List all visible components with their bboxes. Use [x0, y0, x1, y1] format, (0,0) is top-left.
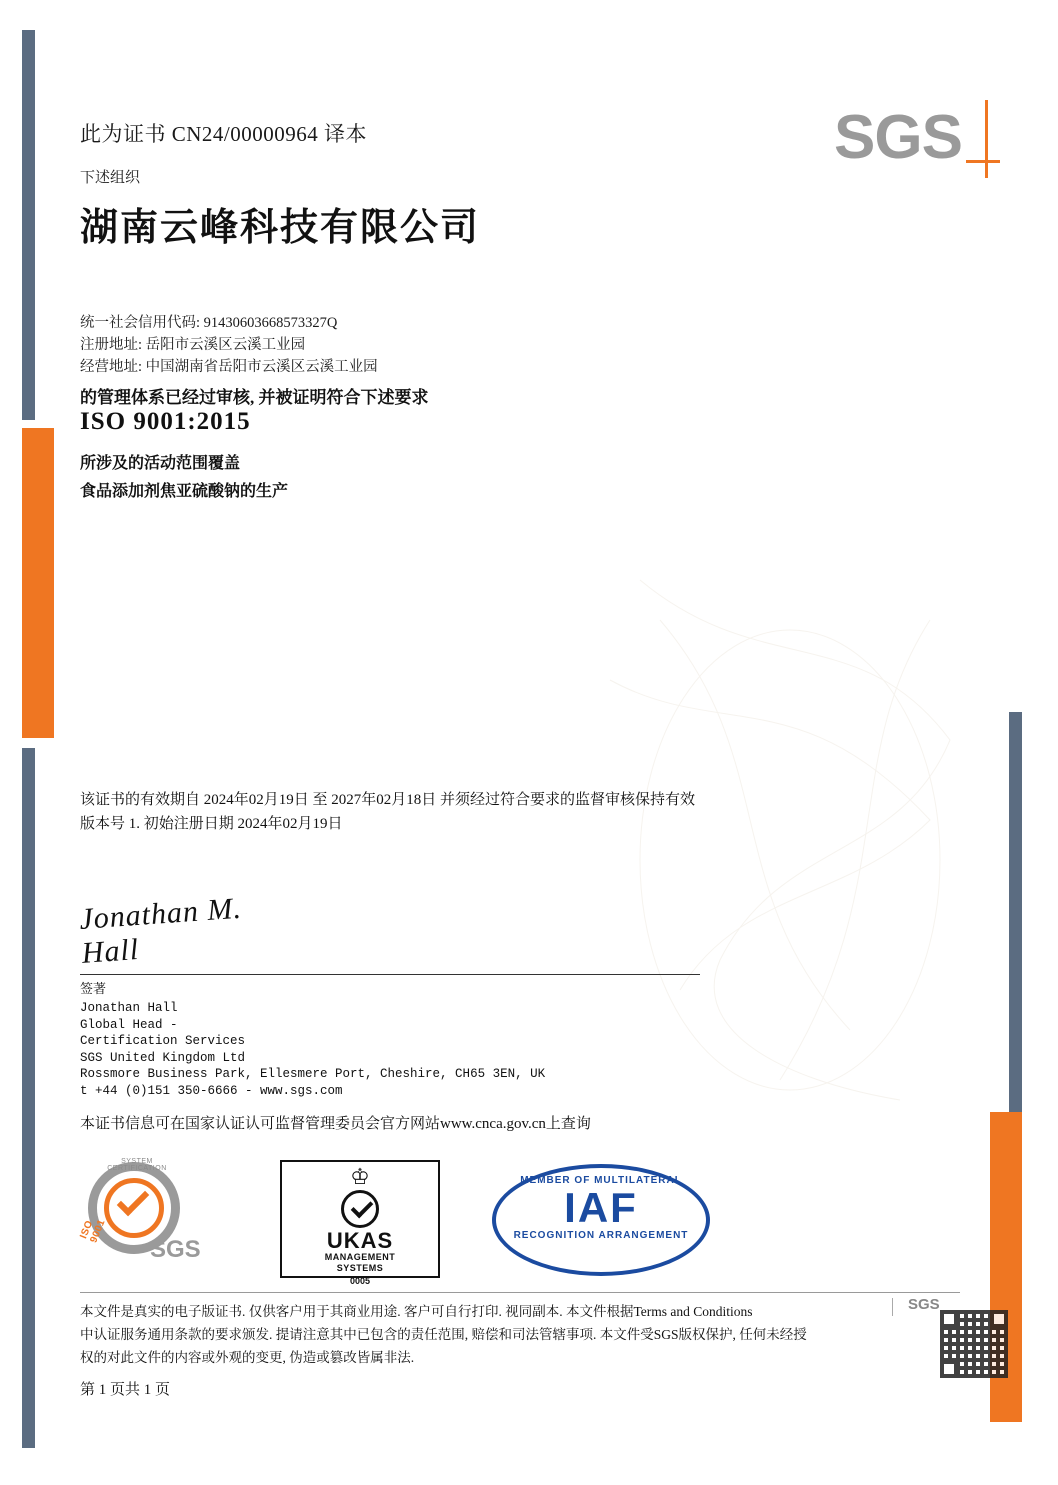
footer-line1-a: 本文件是真实的电子版证书. 仅供客户用于其商业用途. 客户可自行打印. 视同副本. 本文件根据 [80, 1304, 634, 1319]
decorative-bar-left-orange [22, 428, 54, 738]
checkmark-icon [351, 1196, 374, 1219]
standard-name: ISO 9001:2015 [80, 408, 251, 435]
company-name: 湖南云峰科技有限公司 [80, 207, 481, 249]
credit-code-line: 统一社会信用代码: 91430603668573327Q [80, 315, 338, 331]
signatory-address: Rossmore Business Park, Ellesmere Port, Cheshire, CH65 3EN, UK [80, 1067, 546, 1081]
decorative-bar-right-blue [1009, 712, 1022, 1112]
footer-divider [80, 1292, 960, 1293]
ukas-mark-word: UKAS [326, 1228, 394, 1253]
crown-icon: ♔ [350, 1164, 370, 1189]
qr-code[interactable] [940, 1310, 1008, 1378]
sgs-logo-text: SGS [834, 103, 962, 172]
sgs-logo-rule-horizontal [966, 160, 1000, 163]
organization-details [80, 312, 378, 378]
sgs-mark-word: SGS [150, 1236, 201, 1263]
iaf-mark-bottom-text: RECOGNITION ARRANGEMENT [513, 1230, 689, 1241]
decorative-bar-left-blue-bottom [22, 748, 35, 1448]
signatory-name: Jonathan Hall [80, 1001, 178, 1015]
version-line: 版本号 1. 初始注册日期 2024年02月19日 [80, 816, 343, 832]
operating-address-line: 经营地址: 中国湖南省岳阳市云溪区云溪工业园 [80, 359, 378, 375]
signatory-details [80, 1000, 545, 1099]
footer-sgs-mark: SGS [908, 1296, 940, 1313]
conformity-statement: 的管理体系已经过审核, 并被证明符合下述要求 [80, 388, 429, 407]
signature-rule [80, 974, 700, 975]
qr-corner-top-left [940, 1310, 958, 1328]
sgs-mark-iso-text: ISO 9001 [78, 1217, 108, 1245]
footer-terms-link[interactable]: Terms and Conditions [633, 1304, 753, 1319]
cnca-verification-note: 本证书信息可在国家认证认可监督管理委员会官方网站www.cnca.gov.cn上查询 [80, 1116, 591, 1132]
signatory-title-line2: Certification Services [80, 1034, 246, 1048]
iaf-mark-word: IAF [564, 1184, 638, 1231]
ukas-mark-subtitle-line1: MANAGEMENT [324, 1252, 396, 1262]
footer-line2: 中认证服务通用条款的要求颁发. 提请注意其中已包含的责任范围, 赔偿和司法管辖事项. 本文件受SGS版权保护, 任何未经授 [80, 1327, 807, 1342]
organization-label: 下述组织 [80, 170, 141, 186]
signature-mark: Jonathan M. Hall [78, 891, 243, 970]
decorative-bar-left-blue-top [22, 30, 35, 420]
registered-address-line: 注册地址: 岳阳市云溪区云溪工业园 [80, 337, 306, 353]
signatory-title-line1: Global Head - [80, 1017, 178, 1032]
footer-line3: 权的对此文件的内容或外观的变更, 伪造或篡改皆属非法. [80, 1350, 415, 1365]
footer-sgs-divider [892, 1298, 893, 1316]
signatory-contact: t +44 (0)151 350-6666 - www.sgs.com [80, 1083, 343, 1098]
ukas-mark-number: 0005 [349, 1276, 371, 1286]
ukas-mark-circle [341, 1190, 379, 1228]
sgs-system-certification-mark [80, 1160, 220, 1275]
validity-line: 该证书的有效期自 2024年02月19日 至 2027年02月18日 并须经过符合要求的监督审核保持有效 [80, 792, 696, 808]
validity-block [80, 788, 695, 836]
page-number: 第 1 页共 1 页 [80, 1382, 171, 1398]
scope-label: 所涉及的活动范围覆盖 [80, 455, 241, 472]
sgs-logo-rule-vertical [985, 100, 988, 178]
qr-corner-top-right [990, 1310, 1008, 1328]
iaf-mark-top-text: MEMBER OF MULTILATERAL [520, 1175, 682, 1186]
security-watermark [600, 560, 980, 1120]
sgs-logo [808, 98, 988, 178]
iaf-membership-mark [492, 1164, 710, 1276]
translation-notice: 此为证书 CN24/00000964 译本 [80, 122, 368, 146]
accreditation-marks [78, 1158, 780, 1286]
ukas-mark-subtitle-line2: SYSTEMS [336, 1263, 384, 1273]
footer-disclaimer [80, 1300, 840, 1369]
scope-text: 食品添加剂焦亚硫酸钠的生产 [80, 483, 289, 500]
qr-corner-bottom-left [940, 1360, 958, 1378]
signatory-company: SGS United Kingdom Ltd [80, 1050, 246, 1065]
signature-label: 签著 [80, 981, 107, 996]
sgs-mark-arc-text: SYSTEM CERTIFICATION [107, 1158, 167, 1172]
ukas-accreditation-mark [280, 1160, 440, 1286]
